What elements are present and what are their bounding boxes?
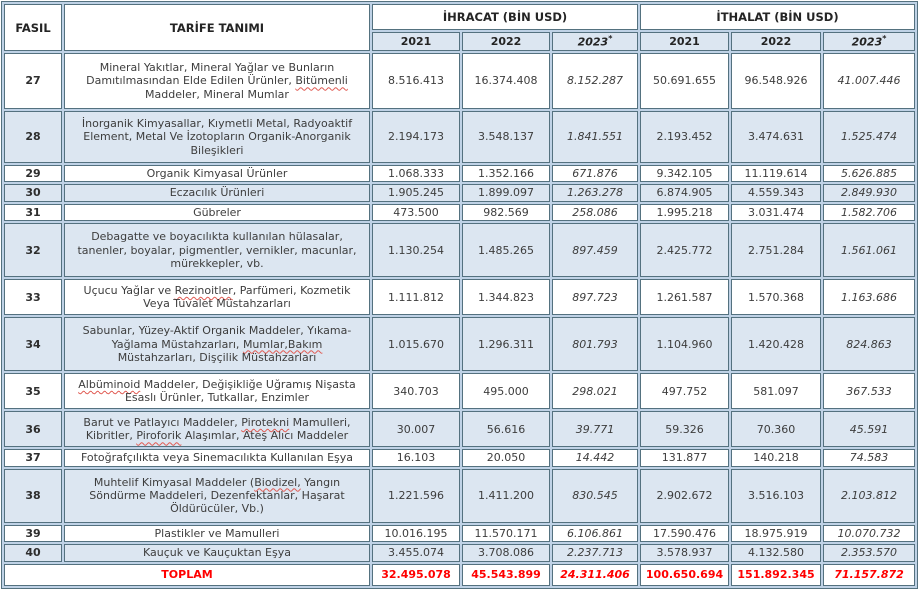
tarife-desc-cell: Albüminoid Maddeler, Değişikliğe Uğramış Nişasta Esaslı Ürünler, Tutkallar, Enzimler <box>64 373 370 409</box>
export-value-cell: 1.221.596 <box>372 469 460 523</box>
export-value-cell: 671.876 <box>552 165 638 182</box>
export-value-cell: 495.000 <box>462 373 550 409</box>
import-value-cell: 497.752 <box>640 373 729 409</box>
table-row <box>4 317 915 371</box>
import-value-cell: 4.132.580 <box>731 544 821 561</box>
table-row <box>4 469 915 523</box>
table-body <box>4 53 915 585</box>
export-value-cell: 1.411.200 <box>462 469 550 523</box>
tarife-desc-cell: Mineral Yakıtlar, Mineral Yağlar ve Bunların Damıtılmasından Elde Edilen Ürünler, Bitümenli Maddeler, Mineral Mumlar <box>64 53 370 109</box>
export-value-cell: 16.103 <box>372 449 460 466</box>
export-value-cell: 1.015.670 <box>372 317 460 371</box>
export-value-cell: 1.068.333 <box>372 165 460 182</box>
export-value-cell: 14.442 <box>552 449 638 466</box>
total-import-cell: 100.650.694 <box>640 564 729 586</box>
export-value-cell: 56.616 <box>462 411 550 447</box>
fasil-cell: 36 <box>4 411 62 447</box>
export-value-cell: 1.841.551 <box>552 111 638 163</box>
tarife-desc-cell: Plastikler ve Mamulleri <box>64 525 370 542</box>
export-value-cell: 30.007 <box>372 411 460 447</box>
tarife-desc-cell: İnorganik Kimyasallar, Kıymetli Metal, Radyoaktif Element, Metal Ve İzotopların Organik-Anorganik Bileşikleri <box>64 111 370 163</box>
table-row <box>4 544 915 561</box>
fasil-cell: 28 <box>4 111 62 163</box>
import-value-cell: 2.902.672 <box>640 469 729 523</box>
import-value-cell: 59.326 <box>640 411 729 447</box>
fasil-cell: 35 <box>4 373 62 409</box>
import-value-cell: 1.582.706 <box>823 204 915 221</box>
year-header-ihracat-2023: 2023* <box>552 32 638 51</box>
header-fasil: FASIL <box>4 4 62 51</box>
tariff-trade-table <box>1 1 918 589</box>
total-export-cell: 45.543.899 <box>462 564 550 586</box>
total-import-cell: 71.157.872 <box>823 564 915 586</box>
import-value-cell: 70.360 <box>731 411 821 447</box>
import-value-cell: 2.751.284 <box>731 223 821 277</box>
table-row <box>4 223 915 277</box>
import-value-cell: 2.849.930 <box>823 184 915 201</box>
import-value-cell: 1.420.428 <box>731 317 821 371</box>
import-value-cell: 3.474.631 <box>731 111 821 163</box>
import-value-cell: 1.561.061 <box>823 223 915 277</box>
fasil-cell: 38 <box>4 469 62 523</box>
import-value-cell: 5.626.885 <box>823 165 915 182</box>
tarife-desc-cell: Barut ve Patlayıcı Maddeler, Pirotekni Mamulleri, Kibritler, Piroforik Alaşımlar, Ateş Alıcı Maddeler <box>64 411 370 447</box>
total-export-cell: 24.311.406 <box>552 564 638 586</box>
year-header-ithalat-2021: 2021 <box>640 32 729 51</box>
fasil-cell: 33 <box>4 279 62 315</box>
table-row <box>4 184 915 201</box>
table-row <box>4 411 915 447</box>
fasil-cell: 39 <box>4 525 62 542</box>
tarife-desc-cell: Muhtelif Kimyasal Maddeler (Biodizel, Yangın Söndürme Maddeleri, Dezenfektanlar, Haşarat Öldürücüler, Vb.) <box>64 469 370 523</box>
import-value-cell: 41.007.446 <box>823 53 915 109</box>
import-value-cell: 3.516.103 <box>731 469 821 523</box>
fasil-cell: 32 <box>4 223 62 277</box>
import-value-cell: 1.570.368 <box>731 279 821 315</box>
export-value-cell: 1.352.166 <box>462 165 550 182</box>
tarife-desc-cell: Organik Kimyasal Ürünler <box>64 165 370 182</box>
table-row <box>4 449 915 466</box>
import-value-cell: 581.097 <box>731 373 821 409</box>
tarife-desc-cell: Sabunlar, Yüzey-Aktif Organik Maddeler, Yıkama-Yağlama Müstahzarları, Mumlar,Bakım Müstahzarları, Dişçilik Müstahzarları <box>64 317 370 371</box>
import-value-cell: 1.163.686 <box>823 279 915 315</box>
table-row <box>4 279 915 315</box>
export-value-cell: 16.374.408 <box>462 53 550 109</box>
import-value-cell: 17.590.476 <box>640 525 729 542</box>
fasil-cell: 31 <box>4 204 62 221</box>
import-value-cell: 2.353.570 <box>823 544 915 561</box>
import-value-cell: 3.031.474 <box>731 204 821 221</box>
import-value-cell: 1.104.960 <box>640 317 729 371</box>
import-value-cell: 50.691.655 <box>640 53 729 109</box>
import-value-cell: 1.261.587 <box>640 279 729 315</box>
table-row <box>4 165 915 182</box>
import-value-cell: 2.193.452 <box>640 111 729 163</box>
import-value-cell: 10.070.732 <box>823 525 915 542</box>
export-value-cell: 2.194.173 <box>372 111 460 163</box>
import-value-cell: 2.425.772 <box>640 223 729 277</box>
import-value-cell: 131.877 <box>640 449 729 466</box>
year-header-ihracat-2021: 2021 <box>372 32 460 51</box>
tarife-desc-cell: Eczacılık Ürünleri <box>64 184 370 201</box>
export-value-cell: 1.899.097 <box>462 184 550 201</box>
import-value-cell: 2.103.812 <box>823 469 915 523</box>
year-header-ihracat-2022: 2022 <box>462 32 550 51</box>
table-row <box>4 111 915 163</box>
export-value-cell: 39.771 <box>552 411 638 447</box>
tarife-desc-cell: Kauçuk ve Kauçuktan Eşya <box>64 544 370 561</box>
table-row <box>4 525 915 542</box>
export-value-cell: 3.455.074 <box>372 544 460 561</box>
table-row <box>4 373 915 409</box>
export-value-cell: 473.500 <box>372 204 460 221</box>
export-value-cell: 897.459 <box>552 223 638 277</box>
export-value-cell: 2.237.713 <box>552 544 638 561</box>
export-value-cell: 897.723 <box>552 279 638 315</box>
total-export-cell: 32.495.078 <box>372 564 460 586</box>
total-import-cell: 151.892.345 <box>731 564 821 586</box>
export-value-cell: 3.548.137 <box>462 111 550 163</box>
export-value-cell: 8.516.413 <box>372 53 460 109</box>
export-value-cell: 1.263.278 <box>552 184 638 201</box>
import-value-cell: 6.874.905 <box>640 184 729 201</box>
export-value-cell: 1.485.265 <box>462 223 550 277</box>
import-value-cell: 140.218 <box>731 449 821 466</box>
export-value-cell: 1.905.245 <box>372 184 460 201</box>
fasil-cell: 40 <box>4 544 62 561</box>
import-value-cell: 1.525.474 <box>823 111 915 163</box>
import-value-cell: 74.583 <box>823 449 915 466</box>
export-value-cell: 801.793 <box>552 317 638 371</box>
import-value-cell: 9.342.105 <box>640 165 729 182</box>
header-ihracat-group: İHRACAT (BİN USD) <box>372 4 638 30</box>
header-ithalat-group: İTHALAT (BİN USD) <box>640 4 915 30</box>
tarife-desc-cell: Uçucu Yağlar ve Rezinoitler, Parfümeri, Kozmetik Veya Tuvalet Müstahzarları <box>64 279 370 315</box>
export-value-cell: 6.106.861 <box>552 525 638 542</box>
export-value-cell: 258.086 <box>552 204 638 221</box>
fasil-cell: 29 <box>4 165 62 182</box>
table-row <box>4 204 915 221</box>
import-value-cell: 96.548.926 <box>731 53 821 109</box>
export-value-cell: 11.570.171 <box>462 525 550 542</box>
import-value-cell: 1.995.218 <box>640 204 729 221</box>
year-header-ithalat-2023: 2023* <box>823 32 915 51</box>
export-value-cell: 340.703 <box>372 373 460 409</box>
export-value-cell: 3.708.086 <box>462 544 550 561</box>
export-value-cell: 1.344.823 <box>462 279 550 315</box>
export-value-cell: 982.569 <box>462 204 550 221</box>
import-value-cell: 4.559.343 <box>731 184 821 201</box>
import-value-cell: 367.533 <box>823 373 915 409</box>
import-value-cell: 45.591 <box>823 411 915 447</box>
import-value-cell: 11.119.614 <box>731 165 821 182</box>
total-label-cell: TOPLAM <box>4 564 370 586</box>
import-value-cell: 18.975.919 <box>731 525 821 542</box>
tarife-desc-cell: Gübreler <box>64 204 370 221</box>
export-value-cell: 1.130.254 <box>372 223 460 277</box>
total-row <box>4 564 915 586</box>
import-value-cell: 3.578.937 <box>640 544 729 561</box>
header-tarife-tanimi: TARİFE TANIMI <box>64 4 370 51</box>
fasil-cell: 34 <box>4 317 62 371</box>
year-header-ithalat-2022: 2022 <box>731 32 821 51</box>
export-value-cell: 8.152.287 <box>552 53 638 109</box>
export-value-cell: 20.050 <box>462 449 550 466</box>
export-value-cell: 830.545 <box>552 469 638 523</box>
import-value-cell: 824.863 <box>823 317 915 371</box>
tarife-desc-cell: Fotoğrafçılıkta veya Sinemacılıkta Kullanılan Eşya <box>64 449 370 466</box>
fasil-cell: 37 <box>4 449 62 466</box>
table-row <box>4 53 915 109</box>
tarife-desc-cell: Debagatte ve boyacılıkta kullanılan hülasalar, tanenler, boyalar, pigmentler, vernikler, macunlar, mürekkepler, vb. <box>64 223 370 277</box>
export-value-cell: 1.111.812 <box>372 279 460 315</box>
fasil-cell: 30 <box>4 184 62 201</box>
fasil-cell: 27 <box>4 53 62 109</box>
export-value-cell: 10.016.195 <box>372 525 460 542</box>
export-value-cell: 298.021 <box>552 373 638 409</box>
export-value-cell: 1.296.311 <box>462 317 550 371</box>
